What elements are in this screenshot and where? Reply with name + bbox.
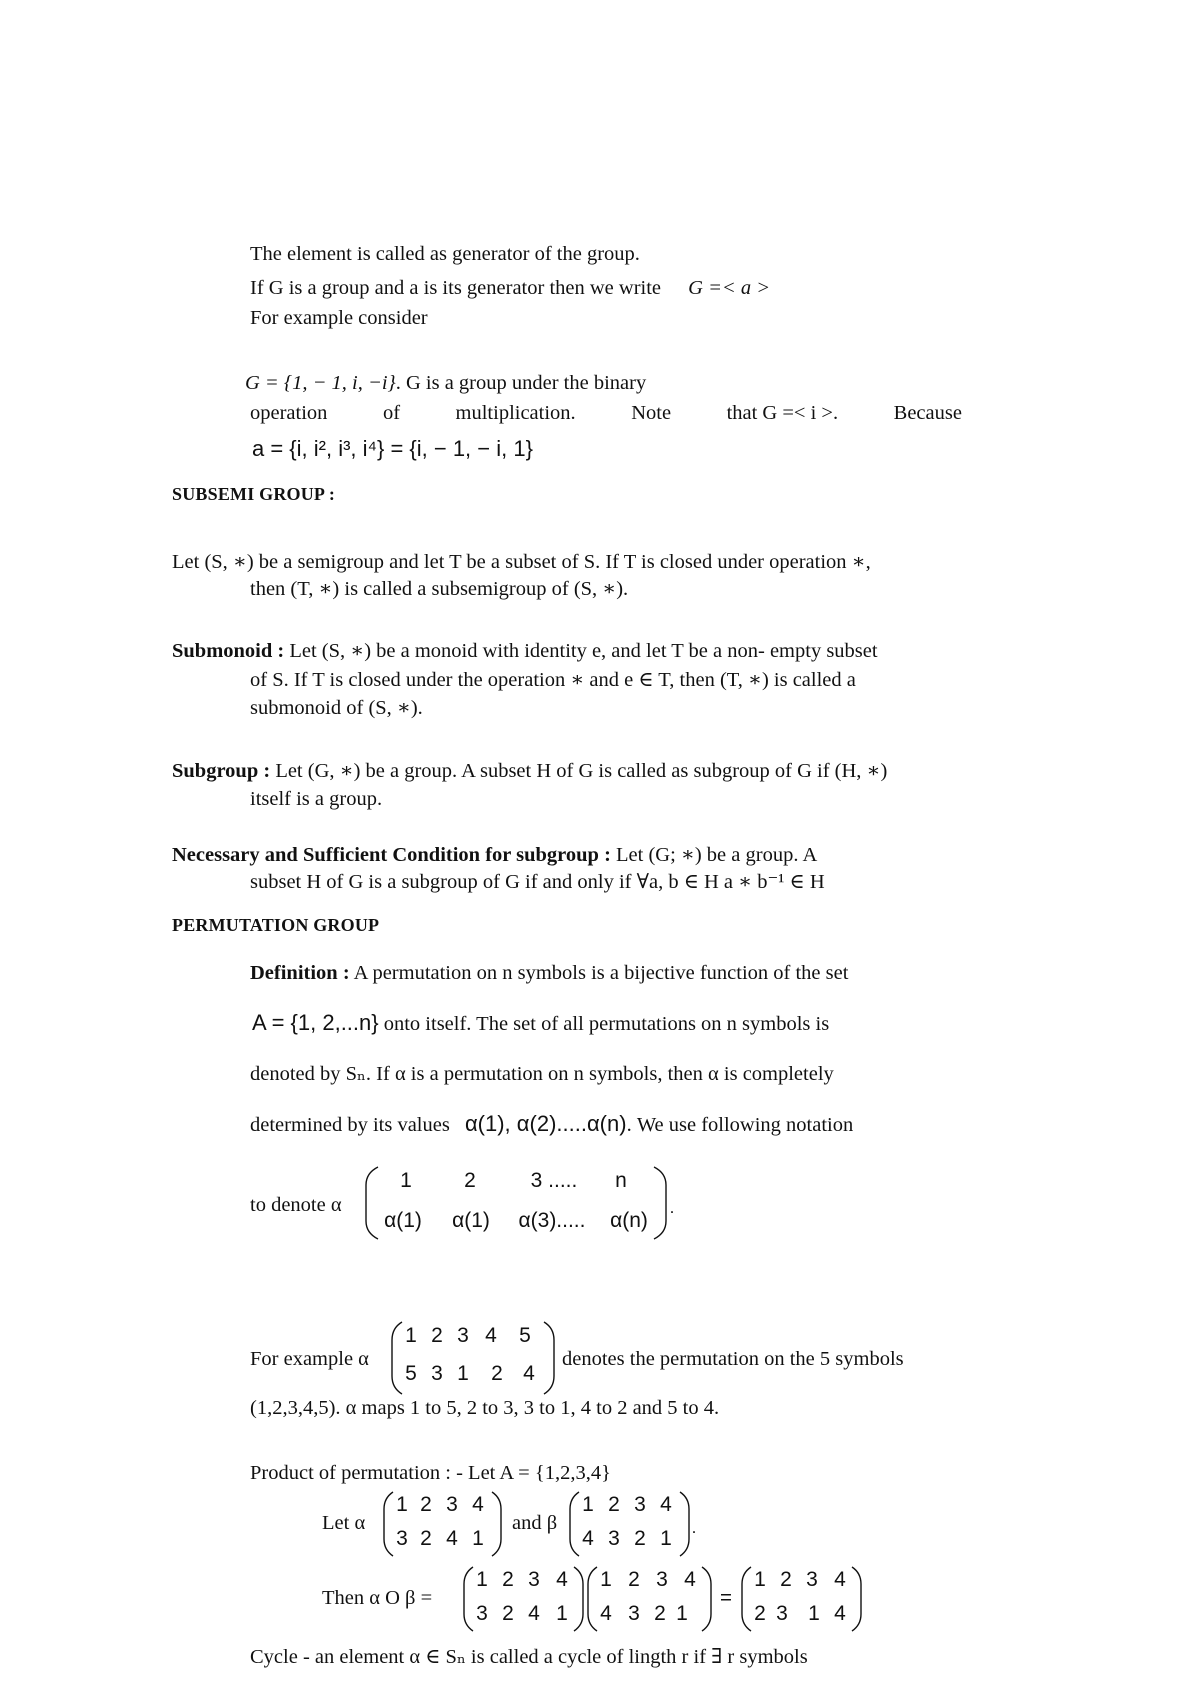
- matrix-cell: 1: [396, 1493, 408, 1516]
- matrix-cell: 1: [582, 1493, 594, 1516]
- term-label: Definition :: [250, 962, 350, 984]
- matrix-cell: 2: [464, 1169, 476, 1192]
- formula: G =< a >: [688, 277, 771, 299]
- subgroup-line-1: [172, 759, 887, 783]
- word: Because: [893, 402, 962, 424]
- matrix-cell: 2: [754, 1602, 766, 1625]
- matrix-cell: 4: [446, 1527, 458, 1550]
- matrix-cell: 3: [776, 1602, 788, 1625]
- matrix-cell: α(n): [610, 1209, 648, 1232]
- cycle-definition-line: Cycle - an element α ∈ Sₙ is called a cycle of lingth r if ∃ r symbols: [250, 1646, 808, 1668]
- text-line-example: For example consider: [250, 307, 428, 329]
- matrix-cell: 1: [400, 1169, 412, 1192]
- then-composition-label: Then α O β =: [322, 1587, 433, 1609]
- matrix-cell: 4: [582, 1527, 594, 1550]
- text: onto itself. The set of all permutations on n symbols is: [378, 1013, 830, 1035]
- text: If G is a group and a is its generator then we write: [250, 277, 662, 299]
- subsemigroup-line-2: then (T, ∗) is called a subsemigroup of (S, ∗).: [250, 578, 629, 600]
- word: that G =< i >.: [726, 402, 839, 424]
- matrix-cell: 1: [676, 1602, 688, 1625]
- submonoid-line-3: submonoid of (S, ∗).: [250, 697, 423, 719]
- matrix-cell: 4: [600, 1602, 612, 1625]
- word: Note: [631, 402, 672, 424]
- matrix-beta: [568, 1489, 698, 1559]
- text-line-generator-def: [250, 276, 770, 300]
- definition-line-1: [250, 961, 848, 985]
- matrix-cell: 3: [608, 1527, 620, 1550]
- matrix-cell: α(1): [384, 1209, 422, 1232]
- text: . We use following notation: [626, 1114, 854, 1136]
- matrix-cell: α(1): [452, 1209, 490, 1232]
- submonoid-line-2: of S. If T is closed under the operation ∗ and e ∈ T, then (T, ∗) is called a: [250, 669, 856, 691]
- matrix-cell: 3: [634, 1493, 646, 1516]
- text: . G is a group under the binary: [395, 372, 647, 394]
- matrix-cell: 2: [608, 1493, 620, 1516]
- text: Let (G, ∗) be a group. A subset H of G is called as subgroup of G if (H, ∗): [270, 760, 888, 782]
- term-label: Necessary and Sufficient Condition for subgroup :: [172, 844, 611, 866]
- text-line-group-example: [245, 371, 646, 395]
- matrix-cell: 3: [476, 1602, 488, 1625]
- matrix-cell: 1: [808, 1602, 820, 1625]
- matrix-cell: 2: [654, 1602, 666, 1625]
- word: operation: [250, 402, 328, 424]
- matrix-cell: 1: [556, 1602, 568, 1625]
- definition-line-2: [252, 1011, 829, 1036]
- formula: α(1), α(2).....α(n): [464, 1111, 627, 1136]
- matrix-notation: [364, 1163, 674, 1243]
- matrix-beta-repeat: [586, 1564, 716, 1634]
- matrix-cell: 2: [491, 1362, 503, 1385]
- matrix-cell: 3: [396, 1527, 408, 1550]
- matrix-cell: 3: [656, 1568, 668, 1591]
- heading-permutation-group: PERMUTATION GROUP: [172, 915, 380, 935]
- heading-subsemi-group: SUBSEMI GROUP :: [172, 484, 336, 504]
- matrix-cell: 4: [528, 1602, 540, 1625]
- formula: G = {1, − 1, i, −i}: [245, 372, 396, 394]
- matrix-cell: 3: [431, 1362, 443, 1385]
- matrix-cell: α(3).....: [518, 1209, 586, 1232]
- condition-line-2: subset H of G is a subgroup of G if and only if ∀a, b ∈ H a ∗ b⁻¹ ∈ H: [250, 871, 825, 893]
- matrix-cell: 1: [600, 1568, 612, 1591]
- equals-sign: =: [720, 1586, 732, 1609]
- matrix-cell: 1: [457, 1362, 469, 1385]
- matrix-result: [740, 1564, 864, 1634]
- text: Let (S, ∗) be a monoid with identity e, and let T be a non- empty subset: [284, 640, 878, 662]
- formula-powers-of-i: a = {i, i², i³, i⁴} = {i, − 1, − i, 1}: [252, 436, 533, 461]
- matrix-alpha: [382, 1489, 504, 1559]
- term-label: Subgroup :: [172, 760, 271, 782]
- matrix-cell: 4: [523, 1362, 535, 1385]
- subsemigroup-line-1: Let (S, ∗) be a semigroup and let T be a subset of S. If T is closed under operation ∗,: [172, 551, 871, 573]
- matrix-cell: 2: [420, 1527, 432, 1550]
- matrix-cell: 2: [502, 1602, 514, 1625]
- matrix-cell: 3: [528, 1568, 540, 1591]
- text-line-operation: [250, 401, 962, 425]
- matrix-cell: 4: [834, 1602, 846, 1625]
- text: Let (G; ∗) be a group. A: [610, 844, 818, 866]
- matrix-cell: 3: [446, 1493, 458, 1516]
- definition-line-4: [250, 1112, 853, 1137]
- matrix-cell: 4: [472, 1493, 484, 1516]
- subgroup-line-2: itself is a group.: [250, 788, 383, 810]
- matrix-cell: 1: [754, 1568, 766, 1591]
- matrix-cell: 3: [628, 1602, 640, 1625]
- matrix-cell: n: [615, 1169, 627, 1192]
- matrix-cell: 2: [431, 1324, 443, 1347]
- matrix-cell: 4: [834, 1568, 846, 1591]
- matrix-cell: 1: [660, 1527, 672, 1550]
- example-label: For example α: [250, 1348, 369, 1370]
- submonoid-line-1: [172, 639, 878, 663]
- matrix-cell: 2: [628, 1568, 640, 1591]
- matrix-cell: 2: [780, 1568, 792, 1591]
- matrix-cell: 5: [405, 1362, 417, 1385]
- matrix-cell: 1: [476, 1568, 488, 1591]
- matrix-cell: 2: [502, 1568, 514, 1591]
- matrix-cell: 4: [556, 1568, 568, 1591]
- word: multiplication.: [455, 402, 576, 424]
- matrix-cell: 2: [420, 1493, 432, 1516]
- example-mapping: (1,2,3,4,5). α maps 1 to 5, 2 to 3, 3 to 1, 4 to 2 and 5 to 4.: [250, 1397, 720, 1419]
- formula: A = {1, 2,...n}: [252, 1010, 379, 1035]
- matrix-cell: 4: [485, 1324, 497, 1347]
- condition-line-1: [172, 843, 817, 867]
- matrix-cell: 1: [405, 1324, 417, 1347]
- matrix-cell: 4: [684, 1568, 696, 1591]
- product-heading: Product of permutation : - Let A = {1,2,3,4}: [250, 1462, 611, 1484]
- matrix-alpha-repeat: [462, 1564, 586, 1634]
- term-label: Submonoid :: [172, 640, 285, 662]
- matrix-cell: 1: [472, 1527, 484, 1550]
- matrix-cell: 2: [634, 1527, 646, 1550]
- svg-text:.: .: [692, 1520, 696, 1537]
- text-line-generator: The element is called as generator of the group.: [250, 243, 640, 265]
- matrix-cell: 5: [519, 1324, 531, 1347]
- matrix-example: [390, 1318, 558, 1398]
- matrix-cell: 3: [457, 1324, 469, 1347]
- matrix-cell: 3 .....: [530, 1169, 578, 1192]
- notation-label: to denote α: [250, 1194, 342, 1216]
- matrix-cell: 4: [660, 1493, 672, 1516]
- definition-line-3: denoted by Sₙ. If α is a permutation on n symbols, then α is completely: [250, 1063, 834, 1085]
- and-beta-label: and β: [512, 1512, 558, 1534]
- svg-text:.: .: [670, 1200, 674, 1217]
- matrix-cell: 3: [806, 1568, 818, 1591]
- example-text: denotes the permutation on the 5 symbols: [562, 1348, 904, 1370]
- text: determined by its values: [250, 1114, 450, 1136]
- let-alpha-label: Let α: [322, 1512, 366, 1534]
- word: of: [382, 402, 401, 424]
- text: A permutation on n symbols is a bijective function of the set: [349, 962, 849, 984]
